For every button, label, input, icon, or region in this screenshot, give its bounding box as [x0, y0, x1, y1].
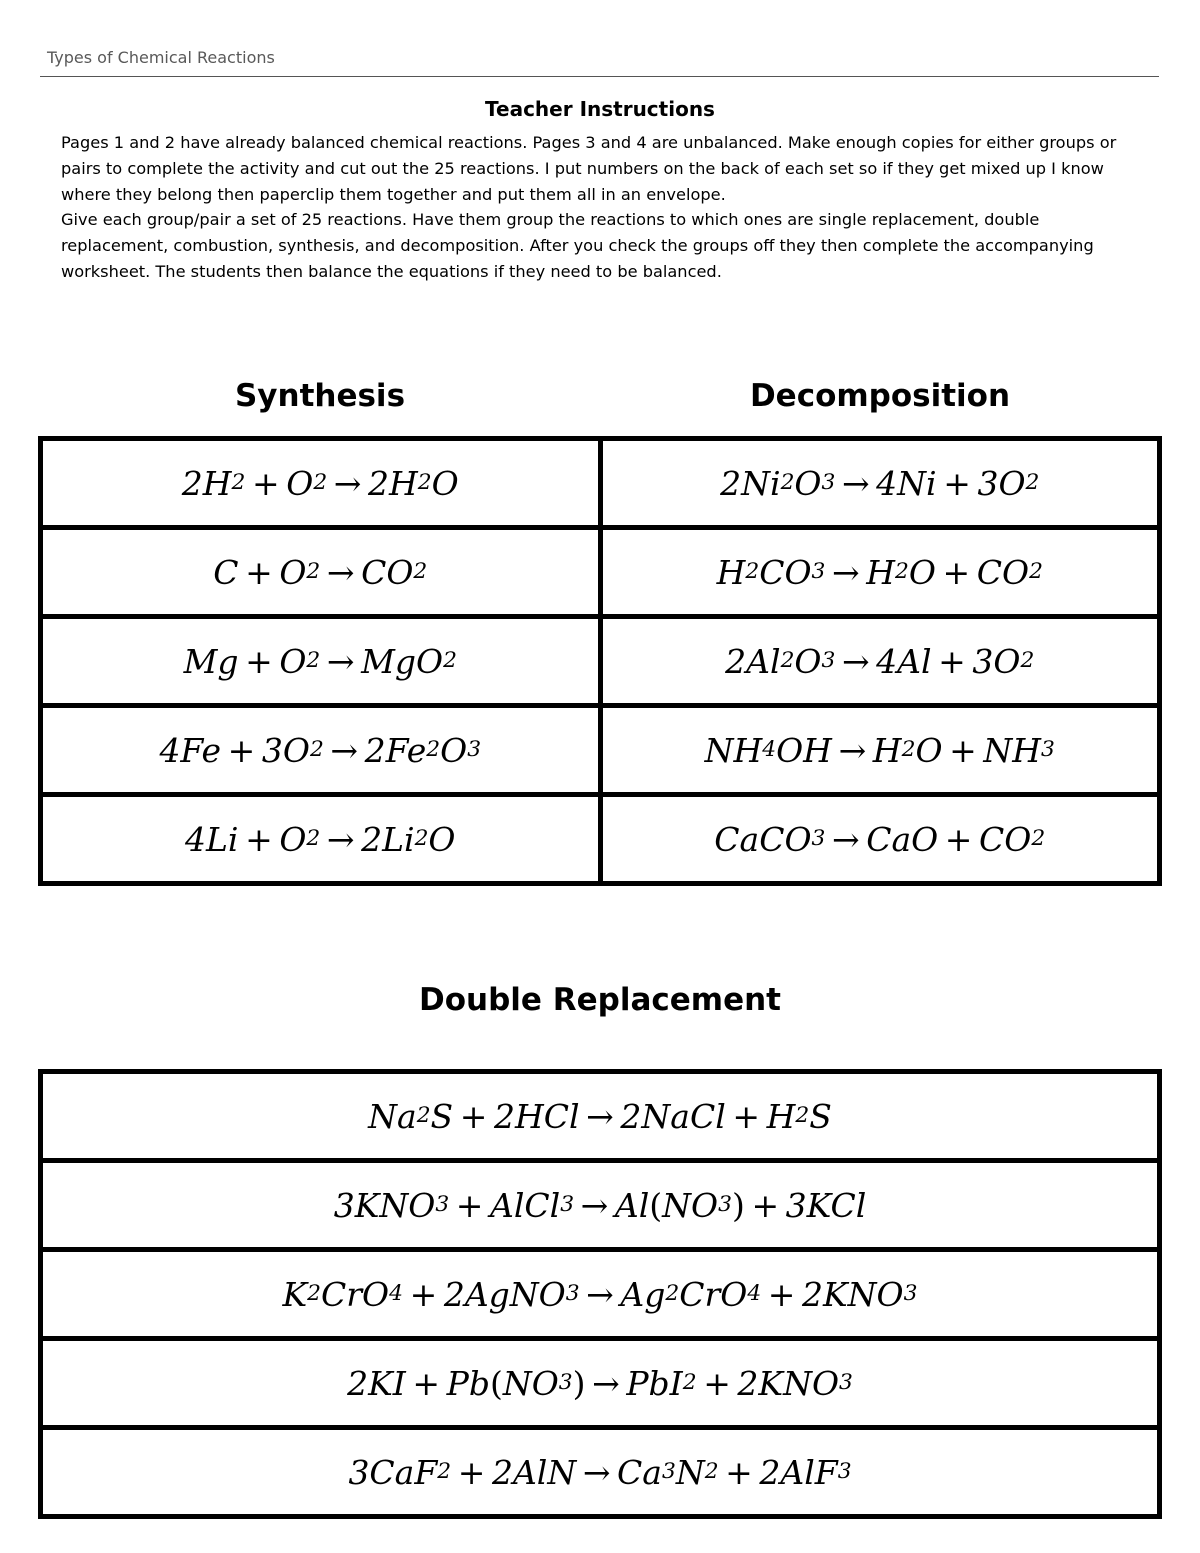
table-row: [43, 1158, 1157, 1247]
equation-card[interactable]: NH 4 OH → H 2 O + NH 3: [598, 708, 1158, 792]
table-row: [43, 703, 1157, 792]
table-row: [43, 441, 1157, 525]
equation-card[interactable]: Na 2 S + 2HCl → 2NaCl + H 2 S: [368, 1096, 832, 1136]
instructions-title: Teacher Instructions: [485, 97, 715, 121]
table-row: [43, 1247, 1157, 1336]
equation-card[interactable]: H 2 CO 3 → H 2 O + CO 2: [598, 530, 1158, 614]
equation-card[interactable]: 2H 2 + O 2 → 2H 2 O: [181, 463, 459, 503]
equation-card[interactable]: 3CaF 2 + 2AlN → Ca 3 N 2 + 2AlF 3: [348, 1452, 852, 1492]
table-row: [43, 1336, 1157, 1425]
table-row: [43, 1425, 1157, 1514]
decomposition-heading: Decomposition: [749, 378, 1011, 414]
running-header-title: Types of Chemical Reactions: [47, 48, 275, 67]
double-replacement-heading: Double Replacement: [419, 982, 781, 1018]
table-row: [43, 792, 1157, 881]
table-row: [43, 525, 1157, 614]
synthesis-heading: Synthesis: [234, 378, 406, 414]
equation-card[interactable]: 4Li + O 2 → 2Li 2 O: [185, 819, 456, 859]
equation-card[interactable]: C + O 2 → CO 2: [213, 552, 428, 592]
instructions-paragraph-2: Give each group/pair a set of 25 reactions. Have them group the reactions to which ones are single replacement, double replacement, combustion, synthesis, and decomposition. After you check the groups off they then complete the accompanying worksheet. The students then balance the equations if they need to be balanced.: [61, 210, 1094, 281]
equation-card[interactable]: CaCO 3 → CaO + CO 2: [598, 797, 1158, 881]
equation-card[interactable]: 2KI + Pb ( NO 3 ) → PbI 2 + 2KNO 3: [347, 1363, 853, 1403]
instructions-body: [61, 130, 1141, 285]
equation-card[interactable]: 2Al 2 O 3 → 4Al + 3O 2: [598, 619, 1158, 703]
header-divider: [40, 76, 1159, 77]
equation-card[interactable]: 3KNO 3 + AlCl 3 → Al ( NO 3 ) + 3KCl: [333, 1185, 867, 1225]
equation-card[interactable]: 4Fe + 3O 2 → 2Fe 2 O 3: [159, 730, 482, 770]
double-replacement-table: [38, 1069, 1162, 1519]
equation-card[interactable]: Mg + O 2 → MgO 2: [183, 641, 457, 681]
table-row: [43, 614, 1157, 703]
synthesis-decomposition-table: [38, 436, 1162, 886]
table-row: [43, 1074, 1157, 1158]
equation-card[interactable]: 2Ni 2 O 3 → 4Ni + 3O 2: [598, 441, 1158, 525]
instructions-paragraph-1: Pages 1 and 2 have already balanced chemical reactions. Pages 3 and 4 are unbalanced. Make enough copies for either groups or pairs to complete the activity and cut out the 25 reactions. I put numbers on the back of each set so if they get mixed up I know where they belong then paperclip them together and put them all in an envelope.: [61, 133, 1117, 204]
equation-card[interactable]: K 2 CrO 4 + 2AgNO 3 → Ag 2 CrO 4 + 2KNO 3: [282, 1274, 918, 1314]
